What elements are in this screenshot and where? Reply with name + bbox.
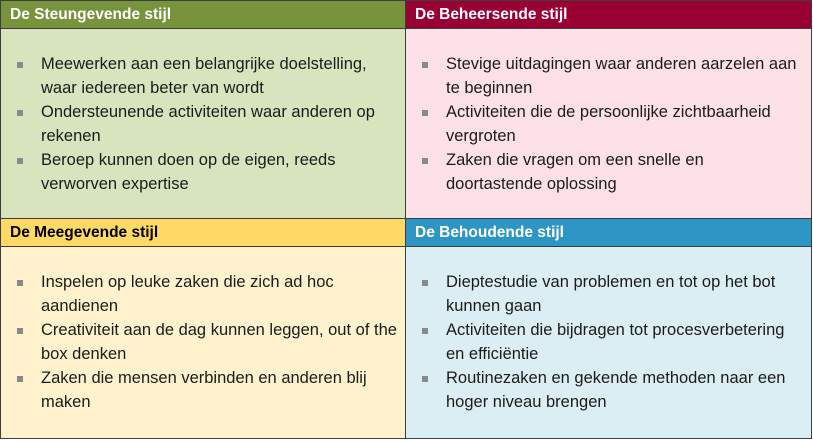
quadrant-meegevende [1,219,406,438]
square-bullet-icon [17,328,23,334]
list-item [420,100,811,148]
list-item-text: Routinezaken en gekende methoden naar een hoger niveau brengen [446,369,786,411]
list-item-text: Beroep kunnen doen op de eigen, reeds verworven expertise [41,151,336,193]
list-item [420,52,811,100]
quadrant-behoudende [406,219,811,438]
square-bullet-icon [17,110,23,116]
quadrant-title: De Behoudende stijl [406,219,811,247]
list-item-text: Meewerken aan een belangrijke doelstelling, waar iedereen beter van wordt [41,55,367,97]
list-item-text: Zaken die mensen verbinden en anderen blij maken [41,369,367,411]
list-item [15,100,405,148]
list-item-text: Stevige uitdagingen waar anderen aarzelen aan te beginnen [446,55,797,97]
list-item [420,148,811,196]
bullet-list [420,52,811,196]
square-bullet-icon [422,328,428,334]
list-item-text: Ondersteunende activiteiten waar anderen op rekenen [41,103,375,145]
bullet-list [15,270,405,414]
list-item-text: Zaken die vragen om een snelle en doortastende oplossing [446,151,704,193]
square-bullet-icon [422,280,428,286]
square-bullet-icon [422,110,428,116]
bullet-list [15,52,405,196]
list-item-text: Dieptestudie van problemen en tot op het bot kunnen gaan [446,273,776,315]
list-item [15,366,405,414]
bullet-list [420,270,811,414]
list-item-text: Activiteiten die bijdragen tot procesverbetering en efficiëntie [446,321,785,363]
quadrant-beheersende [406,1,811,219]
square-bullet-icon [17,376,23,382]
list-item [15,52,405,100]
quadrant-body [406,29,811,218]
list-item [420,270,811,318]
quadrant-body [1,247,405,438]
square-bullet-icon [17,158,23,164]
quadrant-title: De Beheersende stijl [406,1,811,29]
quadrant-title: De Steungevende stijl [1,1,405,29]
quadrant-steungevende [1,1,406,219]
quadrant-title: De Meegevende stijl [1,219,405,247]
square-bullet-icon [422,158,428,164]
list-item [420,318,811,366]
square-bullet-icon [422,376,428,382]
list-item [15,270,405,318]
list-item [15,318,405,366]
square-bullet-icon [422,62,428,68]
list-item [420,366,811,414]
square-bullet-icon [17,62,23,68]
quadrant-body [406,247,811,438]
list-item-text: Activiteiten die de persoonlijke zichtbaarheid vergroten [446,103,771,145]
list-item-text: Creativiteit aan de dag kunnen leggen, out of the box denken [41,321,397,363]
list-item [15,148,405,196]
square-bullet-icon [17,280,23,286]
list-item-text: Inspelen op leuke zaken die zich ad hoc aandienen [41,273,334,315]
quadrant-body [1,29,405,218]
